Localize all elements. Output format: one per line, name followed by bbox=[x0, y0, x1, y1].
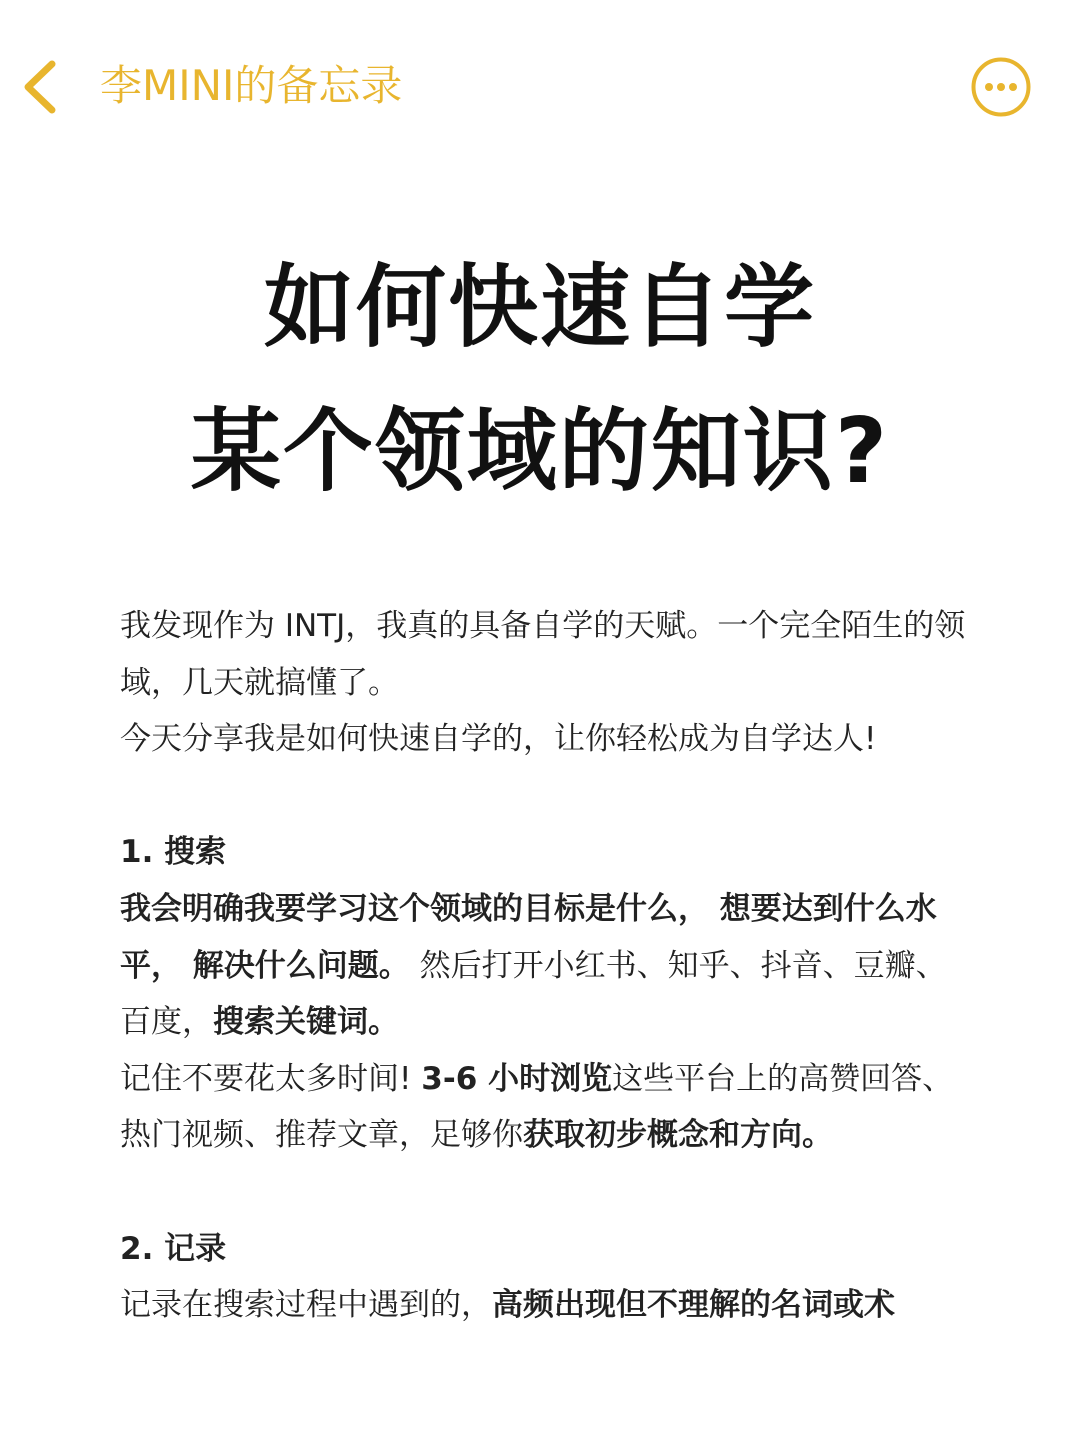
chevron-left-icon bbox=[18, 54, 74, 120]
bold-text: 高频出现但不理解的名词或术 bbox=[492, 1287, 895, 1324]
section-record-paragraph-1 bbox=[120, 1277, 970, 1334]
headline-line-1: 如何快速自学 bbox=[264, 255, 816, 360]
spacer bbox=[120, 768, 970, 825]
section-search-paragraph-1 bbox=[120, 881, 970, 1051]
bold-text: 获取初步概念和方向。 bbox=[523, 1117, 833, 1154]
bold-text: 搜索关键词。 bbox=[213, 1004, 399, 1041]
normal-text: 记住不要花太多时间! bbox=[120, 1060, 422, 1097]
bold-text: 我会明确我要学习这个领域的目标是什么， 想要达到什么水平， 解决什么问题。 bbox=[120, 890, 937, 984]
intro-paragraph-1: 我发现作为 INTJ，我真的具备自学的天赋。一个完全陌生的领域，几天就搞懂了。 bbox=[120, 608, 966, 701]
note-headline bbox=[0, 236, 1080, 524]
normal-text: 记录在搜索过程中遇到的， bbox=[120, 1287, 492, 1324]
intro-paragraph-2: 今天分享我是如何快速自学的，让你轻松成为自学达人! bbox=[120, 721, 877, 758]
more-dots-icon bbox=[970, 56, 1032, 118]
section-search-paragraph-2 bbox=[120, 1051, 970, 1164]
top-bar bbox=[0, 0, 1080, 175]
back-button[interactable] bbox=[18, 54, 74, 120]
normal-text: 这些平台上的高赞回答、热门视频、推荐文章，足够你 bbox=[120, 1060, 954, 1154]
bold-text: 3-6 小时浏览 bbox=[421, 1060, 613, 1097]
spacer bbox=[120, 1164, 970, 1221]
headline-line-2: 某个领域的知识? bbox=[190, 399, 890, 504]
section-title-record: 2. 记录 bbox=[120, 1230, 227, 1267]
section-title-search: 1. 搜索 bbox=[120, 834, 227, 871]
normal-text: 然后打开小红书、知乎、抖音、豆瓣、百度， bbox=[120, 947, 947, 1041]
note-body bbox=[120, 598, 970, 1334]
app-title: 李MINI的备忘录 bbox=[100, 61, 403, 110]
more-options-button[interactable] bbox=[970, 56, 1032, 118]
